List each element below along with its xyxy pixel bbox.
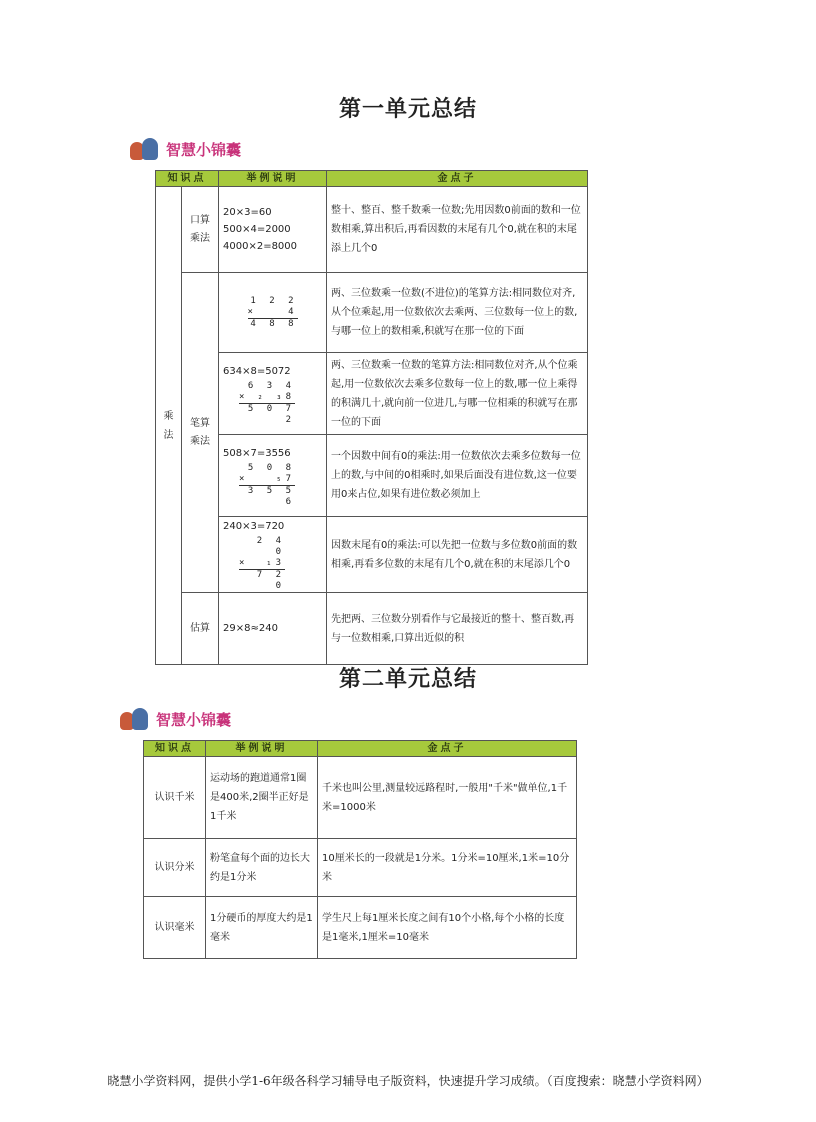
unit2-brand	[120, 706, 231, 732]
unit1-title: 第一单元总结	[338, 97, 477, 122]
written-example-2: 634×8=5072 6 3 4 × ₂ ₃8 5 0 7 2	[219, 353, 327, 435]
header-tip: 金点子	[318, 741, 577, 757]
category-multiplication: 乘法	[156, 187, 182, 665]
oral-tip: 整十、整百、整千数乘一位数;先用因数0前面的数和一位数相乘,算出积后,再看因数的末尾有几个0,就在积的末尾添上几个0	[327, 187, 588, 273]
brand-label: 智慧小锦囊	[166, 140, 242, 159]
unit1-table	[155, 170, 588, 665]
oral-examples: 20×3=60 500×4=2000 4000×2=8000	[219, 187, 327, 273]
tip-mm: 学生尺上每1厘米长度之间有10个小格,每个小格的长度是1毫米,1厘米=10毫米	[318, 897, 577, 959]
tip-dm: 10厘米长的一段就是1分米。1分米=10厘米,1米=10分米	[318, 839, 577, 897]
written-label: 笔算 乘法	[182, 273, 219, 593]
written-example-4: 240×3=720 2 4 0 × ₁3 7 2 0	[219, 517, 327, 593]
estimate-label: 估算	[182, 593, 219, 665]
estimate-example: 29×8≈240	[219, 593, 327, 665]
header-knowledge: 知识点	[144, 741, 206, 757]
written-example-3: 508×7=3556 5 0 8 × ₅7 3 5 5 6	[219, 435, 327, 517]
point-dm: 认识分米	[144, 839, 206, 897]
point-mm: 认识毫米	[144, 897, 206, 959]
written-tip-3: 一个因数中间有0的乘法:用一位数依次去乘多位数每一位上的数,与中间的0相乘时,如果后面没有进位数,这一位要用0来占位,如果有进位数必须加上	[327, 435, 588, 517]
unit2-title: 第二单元总结	[338, 667, 477, 692]
unit2-table	[143, 740, 577, 959]
mascot-icon	[120, 706, 152, 732]
written-tip-2: 两、三位数乘一位数的笔算方法:相同数位对齐,从个位乘起,用一位数依次去乘多位数每一位上的数,哪一位上乘得的积满几十,就向前一位进几,与哪一位相乘的积就写在那一位的下面	[327, 353, 588, 435]
mascot-icon	[130, 136, 162, 162]
estimate-tip: 先把两、三位数分别看作与它最接近的整十、整百数,再与一位数相乘,口算出近似的积	[327, 593, 588, 665]
written-tip-4: 因数末尾有0的乘法:可以先把一位数与多位数0前面的数相乘,再看多位数的末尾有几个0,就在积的末尾添几个0	[327, 517, 588, 593]
footer-note: 晓慧小学资料网，提供小学1-6年级各科学习辅导电子版资料，快速提升学习成绩。（百度搜索：晓慧小学资料网）	[107, 1074, 709, 1088]
point-km: 认识千米	[144, 757, 206, 839]
header-example: 举例说明	[206, 741, 318, 757]
example-km: 运动场的跑道通常1圈是400米,2圈半正好是1千米	[206, 757, 318, 839]
written-tip-1: 两、三位数乘一位数(不进位)的笔算方法:相同数位对齐,从个位乘起,用一位数依次去乘两、三位数每一位上的数,与哪一位上的数相乘,积就写在那一位的下面	[327, 273, 588, 353]
written-example-1: 1 2 2 × 4 4 8 8	[219, 273, 327, 353]
header-tip: 金点子	[327, 171, 588, 187]
header-knowledge: 知识点	[156, 171, 219, 187]
brand-label: 智慧小锦囊	[156, 710, 232, 729]
oral-label: 口算 乘法	[182, 187, 219, 273]
example-mm: 1分硬币的厚度大约是1毫米	[206, 897, 318, 959]
example-dm: 粉笔盒每个面的边长大约是1分米	[206, 839, 318, 897]
header-example: 举例说明	[219, 171, 327, 187]
tip-km: 千米也叫公里,测量较远路程时,一般用"千米"做单位,1千米=1000米	[318, 757, 577, 839]
unit1-brand	[130, 136, 241, 162]
